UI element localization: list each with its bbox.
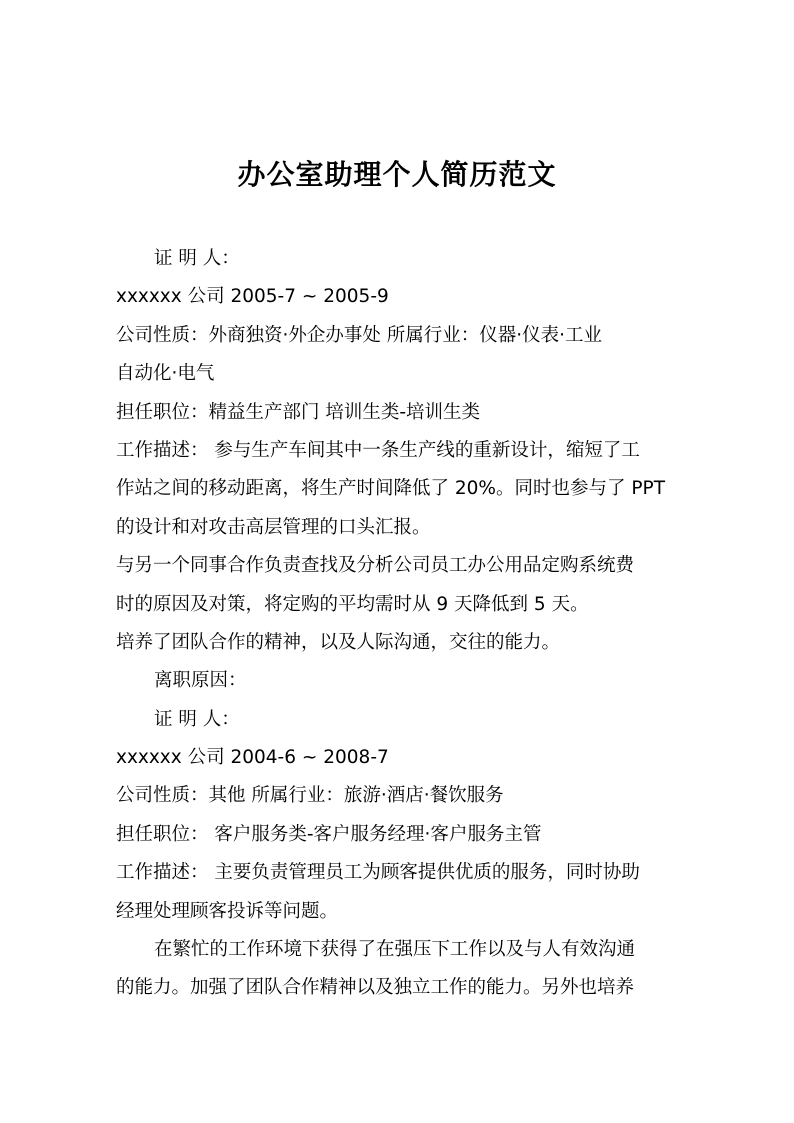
body-line: 证 明 人： bbox=[154, 248, 240, 269]
body-line: 工作描述： 参与生产车间其中一条生产线的重新设计，缩短了工 bbox=[116, 439, 640, 461]
body-line: 离职原因： bbox=[154, 670, 247, 692]
body-line: 证 明 人： bbox=[154, 708, 240, 730]
body-line: 作站之间的移动距离，将生产时间降低了 20%。同时也参与了 PPT bbox=[116, 478, 665, 500]
body-line: xxxxxx 公司 2005-7 ~ 2005-9 bbox=[116, 286, 389, 308]
body-line: 公司性质：其他 所属行业：旅游·酒店·餐饮服务 bbox=[116, 785, 504, 807]
document-body bbox=[116, 240, 684, 1008]
body-line: 自动化·电气 bbox=[116, 363, 215, 385]
body-line: 在繁忙的工作环境下获得了在强压下工作以及与人有效沟通 bbox=[154, 939, 636, 961]
body-line: 培养了团队合作的精神，以及人际沟通，交往的能力。 bbox=[116, 631, 561, 653]
body-line: 担任职位： 客户服务类-客户服务经理·客户服务主管 bbox=[116, 823, 542, 845]
body-line: 经理处理顾客投诉等问题。 bbox=[116, 900, 339, 922]
body-line: 时的原因及对策，将定购的平均需时从 9 天降低到 5 天。 bbox=[116, 593, 589, 615]
body-line: 的设计和对攻击高层管理的口头汇报。 bbox=[116, 516, 431, 538]
body-line: xxxxxx 公司 2004-6 ~ 2008-7 bbox=[116, 747, 389, 769]
body-line: 担任职位：精益生产部门 培训生类-培训生类 bbox=[116, 401, 481, 423]
body-line: 公司性质：外商独资·外企办事处 所属行业：仪器·仪表·工业 bbox=[116, 324, 603, 346]
body-line: 工作描述： 主要负责管理员工为顾客提供优质的服务，同时协助 bbox=[116, 862, 640, 884]
body-line: 与另一个同事合作负责查找及分析公司员工办公用品定购系统费 bbox=[116, 555, 635, 577]
body-line: 的能力。加强了团队合作精神以及独立工作的能力。另外也培养 bbox=[116, 977, 635, 999]
document-title: 办公室助理个人简历范文 bbox=[237, 158, 557, 191]
